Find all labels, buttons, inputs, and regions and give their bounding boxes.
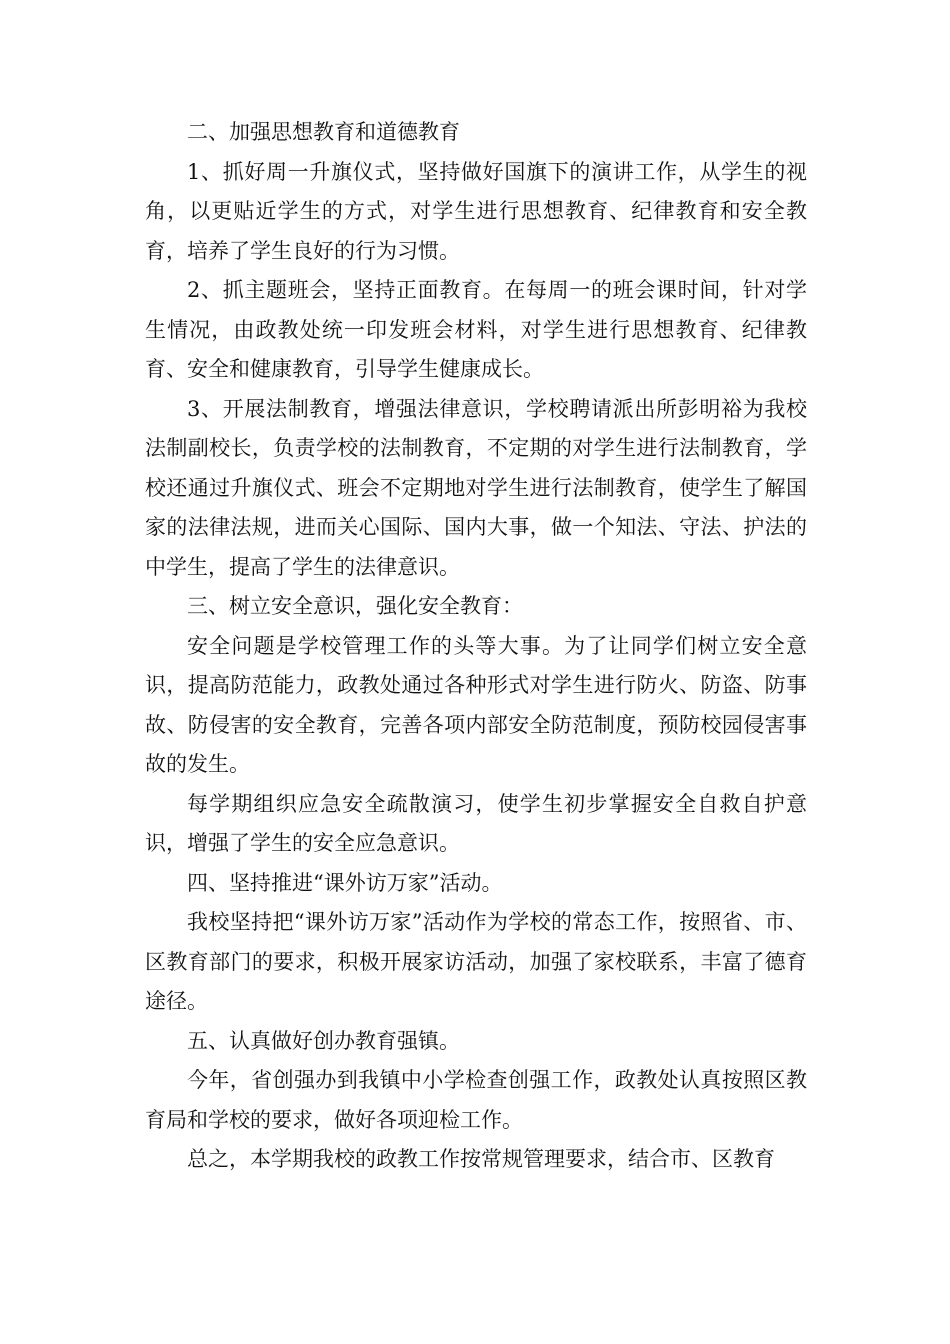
- paragraph-evacuation-drill: 每学期组织应急安全疏散演习，使学生初步掌握安全自救自护意识，增强了学生的安全应急意识。: [145, 791, 807, 855]
- section-heading-safety: 三、树立安全意识，强化安全教育：: [187, 594, 523, 618]
- section-heading-home-visits: 四、坚持推进“课外访万家”活动。: [187, 870, 503, 895]
- paragraph-flag-ceremony: 1、抓好周一升旗仪式，坚持做好国旗下的演讲工作，从学生的视角，以更贴近学生的方式，对学生进行思想教育、纪律教育和安全教育，培养了学生良好的行为习惯。: [145, 159, 807, 263]
- paragraph-safety-priority: 安全问题是学校管理工作的头等大事。为了让同学们树立安全意识，提高防范能力，政教处通过各种形式对学生进行防火、防盗、防事故、防侵害的安全教育，完善各项内部安全防范制度，预防校园侵害事故的发生。: [145, 633, 807, 776]
- paragraph-home-visits: 我校坚持把“课外访万家”活动作为学校的常态工作，按照省、市、区教育部门的要求，积极开展家访活动，加强了家校联系，丰富了德育途径。: [145, 910, 807, 1013]
- document-page: [145, 113, 807, 1180]
- paragraph-inspection: 今年，省创强办到我镇中小学检查创强工作，政教处认真按照区教育局和学校的要求，做好各项迎检工作。: [145, 1068, 807, 1132]
- section-heading-strong-town: 五、认真做好创办教育强镇。: [187, 1028, 460, 1053]
- paragraph-summary: 总之，本学期我校的政教工作按常规管理要求，结合市、区教育: [187, 1147, 775, 1171]
- paragraph-class-meeting: 2、抓主题班会，坚持正面教育。在每周一的班会课时间，针对学生情况，由政教处统一印发班会材料，对学生进行思想教育、纪律教育、安全和健康教育，引导学生健康成长。: [145, 278, 807, 381]
- section-heading-moral-education: 二、加强思想教育和道德教育: [187, 120, 460, 144]
- paragraph-legal-education: 3、开展法制教育，增强法律意识，学校聘请派出所彭明裕为我校法制副校长，负责学校的法制教育，不定期的对学生进行法制教育，学校还通过升旗仪式、班会不定期地对学生进行法制教育，使学生了解国家的法律法规，进而关心国际、国内大事，做一个知法、守法、护法的中学生，提高了学生的法律意识。: [145, 396, 807, 579]
